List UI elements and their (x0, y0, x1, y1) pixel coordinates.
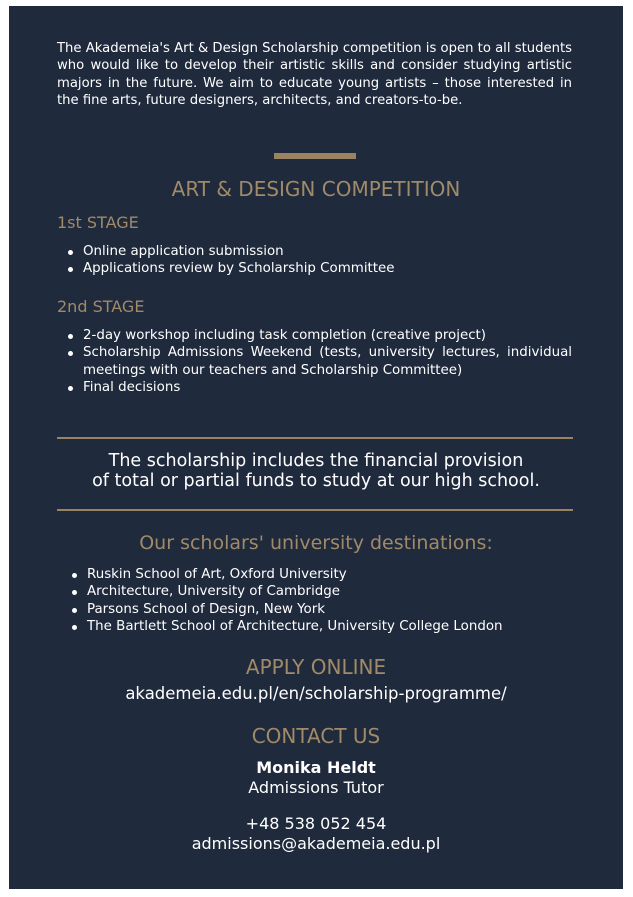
list-item: Parsons School of Design, New York (61, 601, 581, 618)
provision-line-2: of total or partial funds to study at our high school. (92, 471, 540, 491)
provision-statement (9, 451, 623, 491)
apply-url-link[interactable]: akademeia.edu.pl/en/scholarship-programme/ (125, 684, 507, 703)
flyer-page (9, 6, 623, 889)
list-item (57, 327, 572, 344)
intro-paragraph: The Akademeia's Art & Design Scholarship competition is open to all students who would like to develop their artistic skills and consider studying artistic majors in the future. We aim to educate young artists – those interested in the fine arts, future designers, architects, and creators-to-be. (57, 41, 572, 109)
list-item: Architecture, University of Cambridge (61, 583, 581, 600)
provision-line-1: The scholarship includes the financial provision (108, 451, 524, 471)
competition-heading: ART & DESIGN COMPETITION (171, 177, 461, 201)
contact-name: Monika Heldt (256, 758, 376, 777)
list-item-text: 2-day workshop including task completion (creative project) (83, 328, 487, 343)
list-item-text: Final decisions (83, 379, 181, 395)
stage2-title: 2nd STAGE (57, 297, 145, 316)
list-item: Online application submission (57, 243, 572, 260)
divider-bottom (57, 509, 573, 511)
list-item: The Bartlett School of Architecture, University College London (61, 618, 581, 635)
list-item: Ruskin School of Art, Oxford University (61, 566, 581, 583)
list-item-text: Scholarship Admissions Weekend (tests, university lectures, individual meetings with our teachers and Scholarship Committee) (83, 345, 572, 378)
stage2-list (57, 327, 572, 396)
apply-heading: APPLY ONLINE (245, 655, 387, 679)
stage1-list (57, 243, 572, 278)
contact-role: Admissions Tutor (248, 778, 384, 797)
destinations-heading: Our scholars' university destinations: (139, 532, 493, 554)
stage1-title: 1st STAGE (57, 213, 139, 232)
destinations-list (61, 566, 581, 635)
contact-heading: CONTACT US (251, 724, 381, 748)
decorative-bar (274, 153, 356, 159)
divider-top (57, 437, 573, 439)
list-item (57, 379, 572, 396)
contact-email-link[interactable]: admissions@akademeia.edu.pl (191, 834, 441, 853)
list-item (57, 344, 572, 379)
list-item: Applications review by Scholarship Committee (57, 260, 572, 277)
contact-phone[interactable]: +48 538 052 454 (245, 814, 387, 833)
